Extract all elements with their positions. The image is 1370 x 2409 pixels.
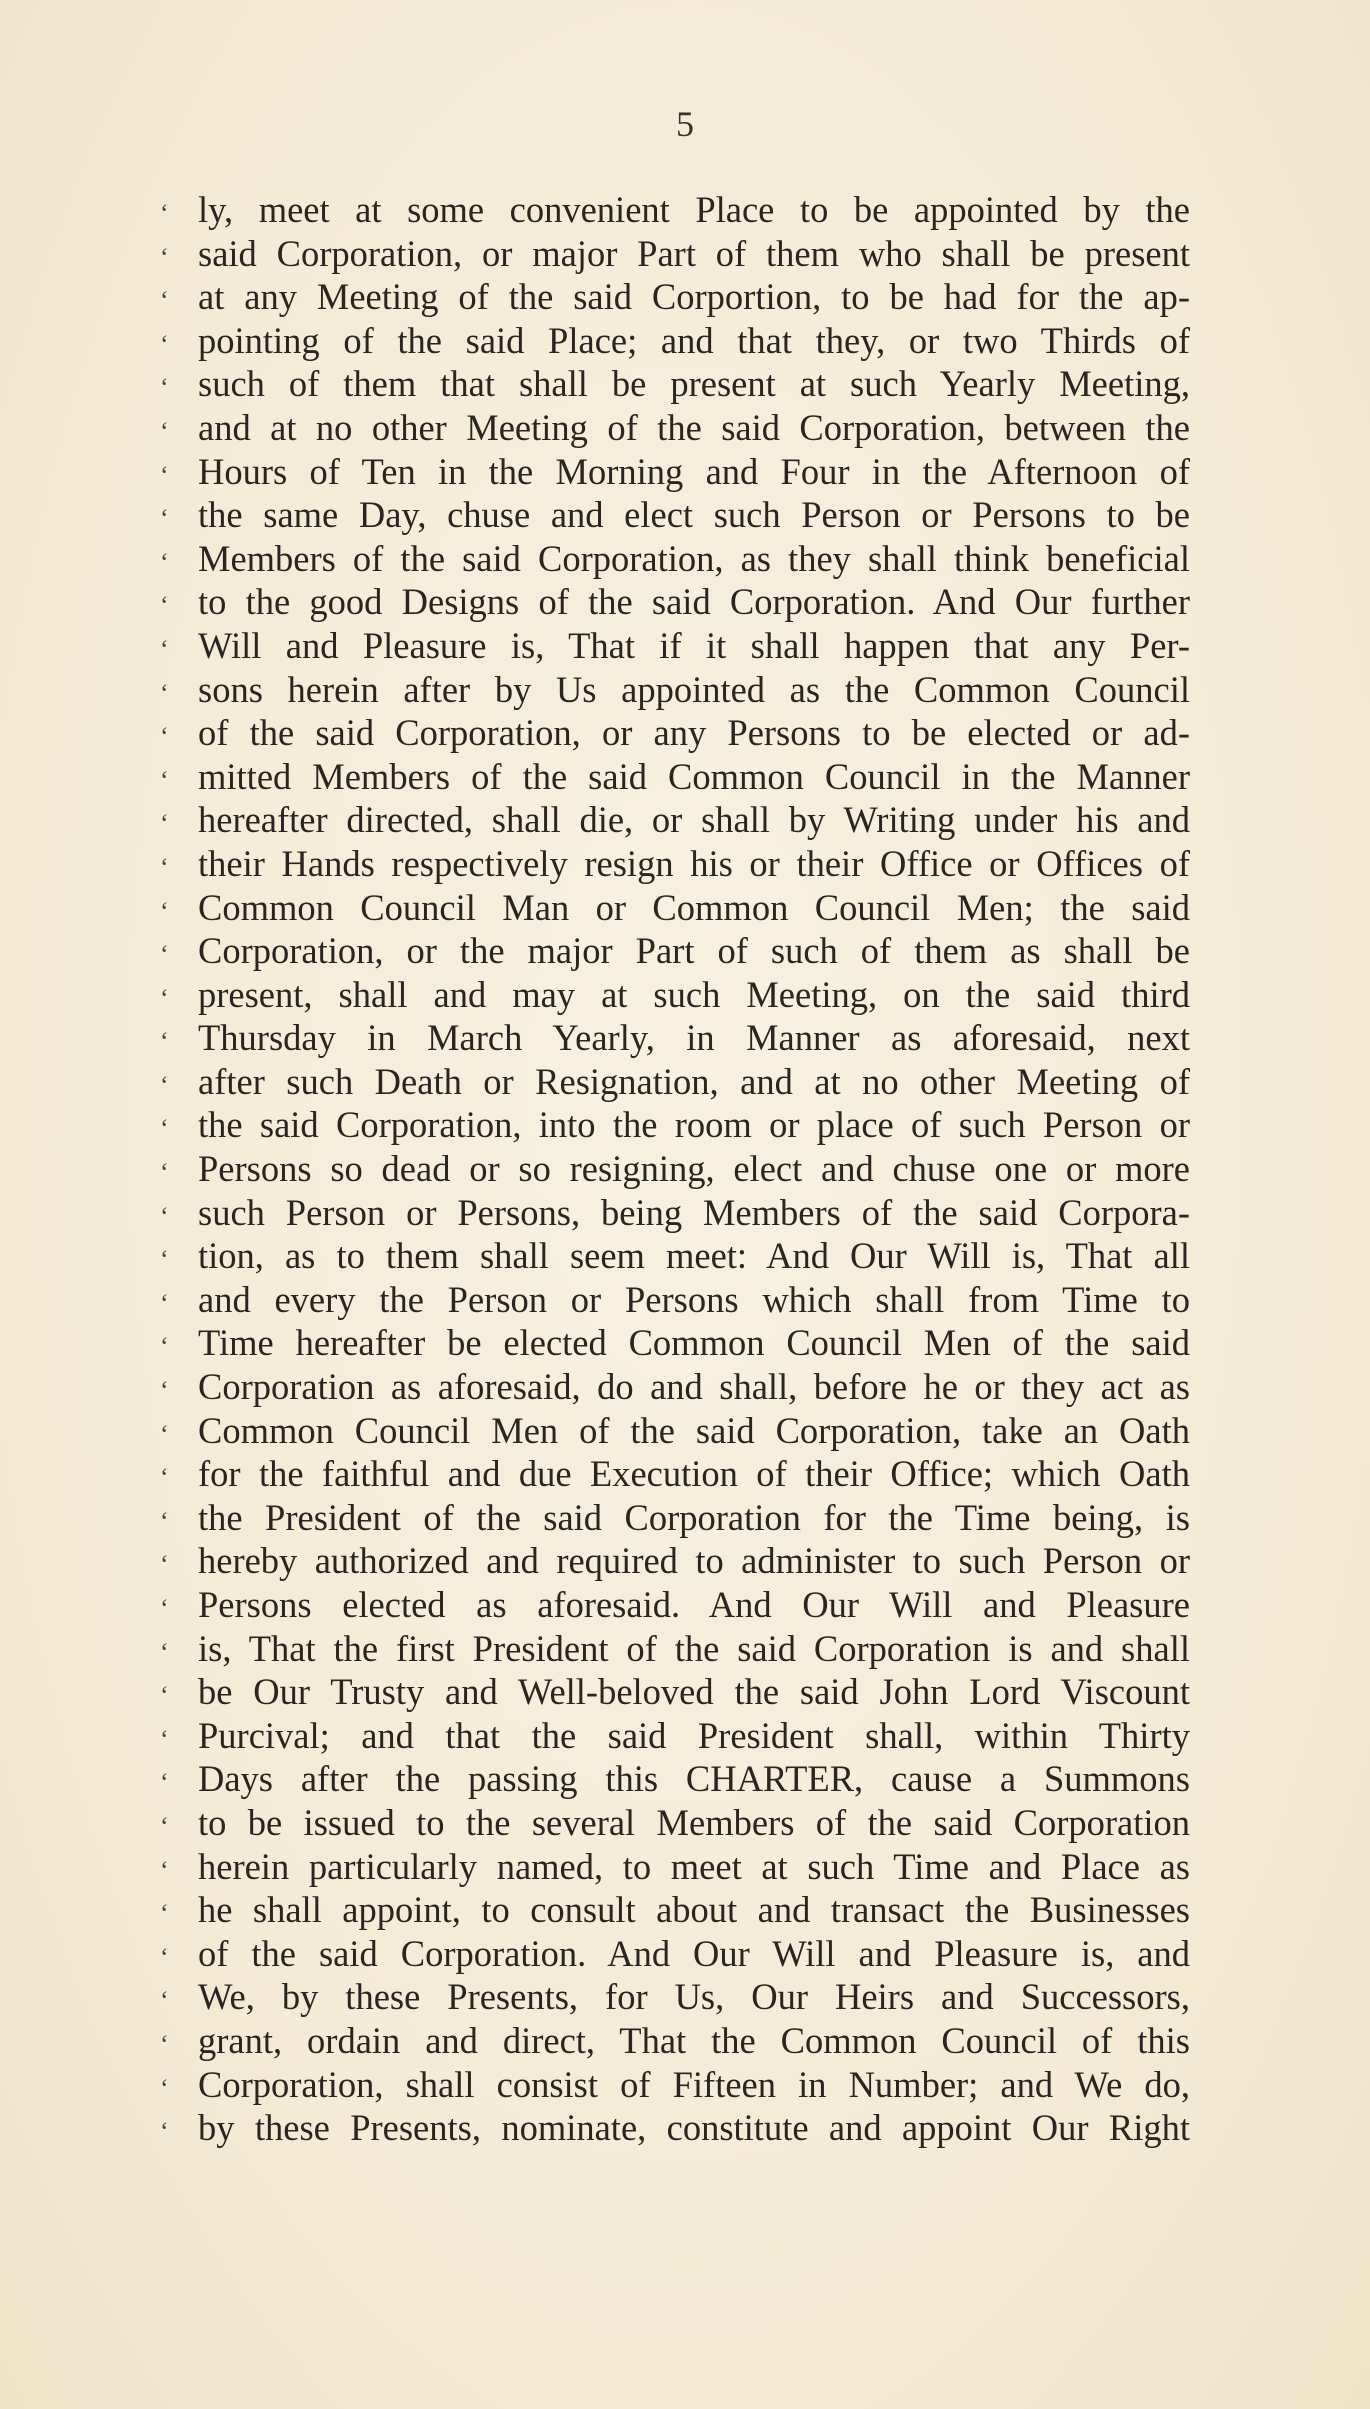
line-text: such of them that shall be present at such Yearly Meeting, [198, 363, 1190, 405]
text-line [160, 1452, 1190, 1496]
text-line [160, 1409, 1190, 1453]
text-line [160, 1845, 1190, 1889]
quote-mark: ‘ [160, 1506, 169, 1536]
quote-mark: ‘ [160, 634, 169, 664]
quote-mark: ‘ [160, 2117, 169, 2147]
line-text: herein particularly named, to meet at such Time and Place as [198, 1845, 1190, 1887]
quote-mark: ‘ [160, 460, 169, 490]
text-line [160, 1278, 1190, 1322]
page-number: 5 [676, 104, 694, 144]
line-text: said Corporation, or major Part of them who shall be present [198, 232, 1190, 274]
text-line [160, 1975, 1190, 2019]
line-text: Corporation, shall consist of Fifteen in Number; and We do, [198, 2063, 1190, 2105]
line-text: present, shall and may at such Meeting, on the said third [198, 973, 1190, 1015]
text-line [160, 2019, 1190, 2063]
line-text: of the said Corporation. And Our Will and Pleasure is, and [198, 1932, 1190, 1974]
quote-mark: ‘ [160, 1376, 169, 1406]
text-line [160, 842, 1190, 886]
text-line [160, 537, 1190, 581]
text-line [160, 711, 1190, 755]
line-text: be Our Trusty and Well-beloved the said John Lord Viscount [198, 1671, 1190, 1713]
quote-mark: ‘ [160, 242, 169, 272]
quote-mark: ‘ [160, 1899, 169, 1929]
text-line [160, 275, 1190, 319]
quote-mark: ‘ [160, 1724, 169, 1754]
quote-mark: ‘ [160, 1201, 169, 1231]
quote-mark: ‘ [160, 1855, 169, 1885]
quote-mark: ‘ [160, 983, 169, 1013]
quote-mark: ‘ [160, 1681, 169, 1711]
line-text: the said Corporation, into the room or place of such Person or [198, 1104, 1190, 1146]
quote-mark: ‘ [160, 1288, 169, 1318]
line-text: for the faithful and due Execution of their Office; which Oath [198, 1453, 1190, 1495]
line-text: sons herein after by Us appointed as the Common Council [198, 668, 1190, 710]
text-line [160, 798, 1190, 842]
text-line [160, 406, 1190, 450]
quote-mark: ‘ [160, 2029, 169, 2059]
quote-mark: ‘ [160, 1463, 169, 1493]
quote-mark: ‘ [160, 2073, 169, 2103]
text-line [160, 2063, 1190, 2107]
quote-mark: ‘ [160, 547, 169, 577]
line-text: Time hereafter be elected Common Council Men of the said [198, 1322, 1190, 1364]
quote-mark: ‘ [160, 940, 169, 970]
quote-mark: ‘ [160, 1811, 169, 1841]
text-line [160, 1060, 1190, 1104]
line-text: he shall appoint, to consult about and transact the Businesses [198, 1889, 1190, 1931]
text-line [160, 1757, 1190, 1801]
text-line [160, 450, 1190, 494]
quote-mark: ‘ [160, 329, 169, 359]
quote-mark: ‘ [160, 1158, 169, 1188]
quote-mark: ‘ [160, 678, 169, 708]
line-text: to the good Designs of the said Corporation. And Our further [198, 581, 1190, 623]
line-text: hereafter directed, shall die, or shall by Writing under his and [198, 799, 1190, 841]
text-line [160, 580, 1190, 624]
line-text: We, by these Presents, for Us, Our Heirs and Successors, [198, 1976, 1190, 2018]
line-text: tion, as to them shall seem meet: And Our Will is, That all [198, 1235, 1190, 1277]
line-text: Will and Pleasure is, That if it shall happen that any Per- [198, 624, 1190, 666]
line-text: such Person or Persons, being Members of the said Corpora- [198, 1191, 1190, 1233]
text-line [160, 624, 1190, 668]
line-text: hereby authorized and required to administer to such Person or [198, 1540, 1190, 1582]
line-text: Purcival; and that the said President shall, within Thirty [198, 1714, 1190, 1756]
quote-mark: ‘ [160, 1768, 169, 1798]
quote-mark: ‘ [160, 1942, 169, 1972]
text-line [160, 973, 1190, 1017]
text-line [160, 1191, 1190, 1235]
line-text: their Hands respectively resign his or their Office or Offices of [198, 842, 1190, 884]
text-line [160, 1147, 1190, 1191]
text-line [160, 362, 1190, 406]
quote-mark: ‘ [160, 852, 169, 882]
text-line [160, 2106, 1190, 2150]
line-text: and at no other Meeting of the said Corporation, between the [198, 406, 1190, 448]
quote-mark: ‘ [160, 1419, 169, 1449]
line-text: Corporation as aforesaid, do and shall, before he or they act as [198, 1366, 1190, 1408]
line-text: Members of the said Corporation, as they shall think beneficial [198, 537, 1190, 579]
line-text: to be issued to the several Members of the said Corporation [198, 1801, 1190, 1843]
line-text: Persons so dead or so resigning, elect and chuse one or more [198, 1148, 1190, 1190]
text-line [160, 1234, 1190, 1278]
line-text: Corporation, or the major Part of such of them as shall be [198, 930, 1190, 972]
text-line [160, 1016, 1190, 1060]
text-line [160, 493, 1190, 537]
quote-mark: ‘ [160, 416, 169, 446]
text-line [160, 1539, 1190, 1583]
quote-mark: ‘ [160, 1332, 169, 1362]
line-text: Hours of Ten in the Morning and Four in the Afternoon of [198, 450, 1190, 492]
text-line [160, 188, 1190, 232]
quote-mark: ‘ [160, 286, 169, 316]
line-text: Days after the passing this CHARTER, cause a Summons [198, 1758, 1190, 1800]
quote-mark: ‘ [160, 1070, 169, 1100]
line-text: Persons elected as aforesaid. And Our Will and Pleasure [198, 1584, 1190, 1625]
line-text: after such Death or Resignation, and at no other Meeting of [198, 1060, 1190, 1102]
line-text: is, That the first President of the said Corporation is and shall [198, 1627, 1190, 1669]
line-text: the President of the said Corporation for the Time being, is [198, 1496, 1190, 1538]
text-line [160, 668, 1190, 712]
body-text [160, 188, 1190, 2150]
quote-mark: ‘ [160, 1986, 169, 2016]
text-line [160, 886, 1190, 930]
line-text: mitted Members of the said Common Council in the Manner [198, 755, 1190, 797]
quote-mark: ‘ [160, 373, 169, 403]
text-line [160, 1496, 1190, 1540]
text-line [160, 1103, 1190, 1147]
text-line [160, 1714, 1190, 1758]
quote-mark: ‘ [160, 896, 169, 926]
quote-mark: ‘ [160, 591, 169, 621]
text-line [160, 929, 1190, 973]
line-text: the same Day, chuse and elect such Person or Persons to be [198, 494, 1190, 536]
line-text: of the said Corporation, or any Persons to be elected or ad- [198, 712, 1190, 754]
quote-mark: ‘ [160, 1245, 169, 1275]
quote-mark: ‘ [160, 722, 169, 752]
quote-mark: ‘ [160, 1637, 169, 1667]
line-text: at any Meeting of the said Corportion, to be had for the ap- [198, 276, 1190, 318]
quote-mark: ‘ [160, 765, 169, 795]
text-line [160, 1932, 1190, 1976]
quote-mark: ‘ [160, 809, 169, 839]
quote-mark: ‘ [160, 1027, 169, 1057]
text-line [160, 1583, 1190, 1627]
text-line [160, 232, 1190, 276]
quote-mark: ‘ [160, 199, 169, 228]
text-line [160, 755, 1190, 799]
line-text: by these Presents, nominate, constitute and appoint Our Right [198, 2107, 1190, 2149]
text-line [160, 1670, 1190, 1714]
text-line [160, 1888, 1190, 1932]
line-text: Common Council Man or Common Council Men; the said [198, 886, 1190, 928]
text-line [160, 1627, 1190, 1671]
quote-mark: ‘ [160, 1594, 169, 1623]
quote-mark: ‘ [160, 1550, 169, 1580]
line-text: Thursday in March Yearly, in Manner as aforesaid, next [198, 1017, 1190, 1059]
line-text: grant, ordain and direct, That the Common Council of this [198, 2019, 1190, 2061]
quote-mark: ‘ [160, 504, 169, 534]
quote-mark: ‘ [160, 1114, 169, 1144]
text-line [160, 319, 1190, 363]
text-line [160, 1801, 1190, 1845]
line-text: ly, meet at some convenient Place to be appointed by the [198, 189, 1190, 230]
text-line [160, 1365, 1190, 1409]
line-text: Common Council Men of the said Corporation, take an Oath [198, 1409, 1190, 1451]
line-text: pointing of the said Place; and that they, or two Thirds of [198, 319, 1190, 361]
text-line [160, 1321, 1190, 1365]
line-text: and every the Person or Persons which shall from Time to [198, 1278, 1190, 1320]
